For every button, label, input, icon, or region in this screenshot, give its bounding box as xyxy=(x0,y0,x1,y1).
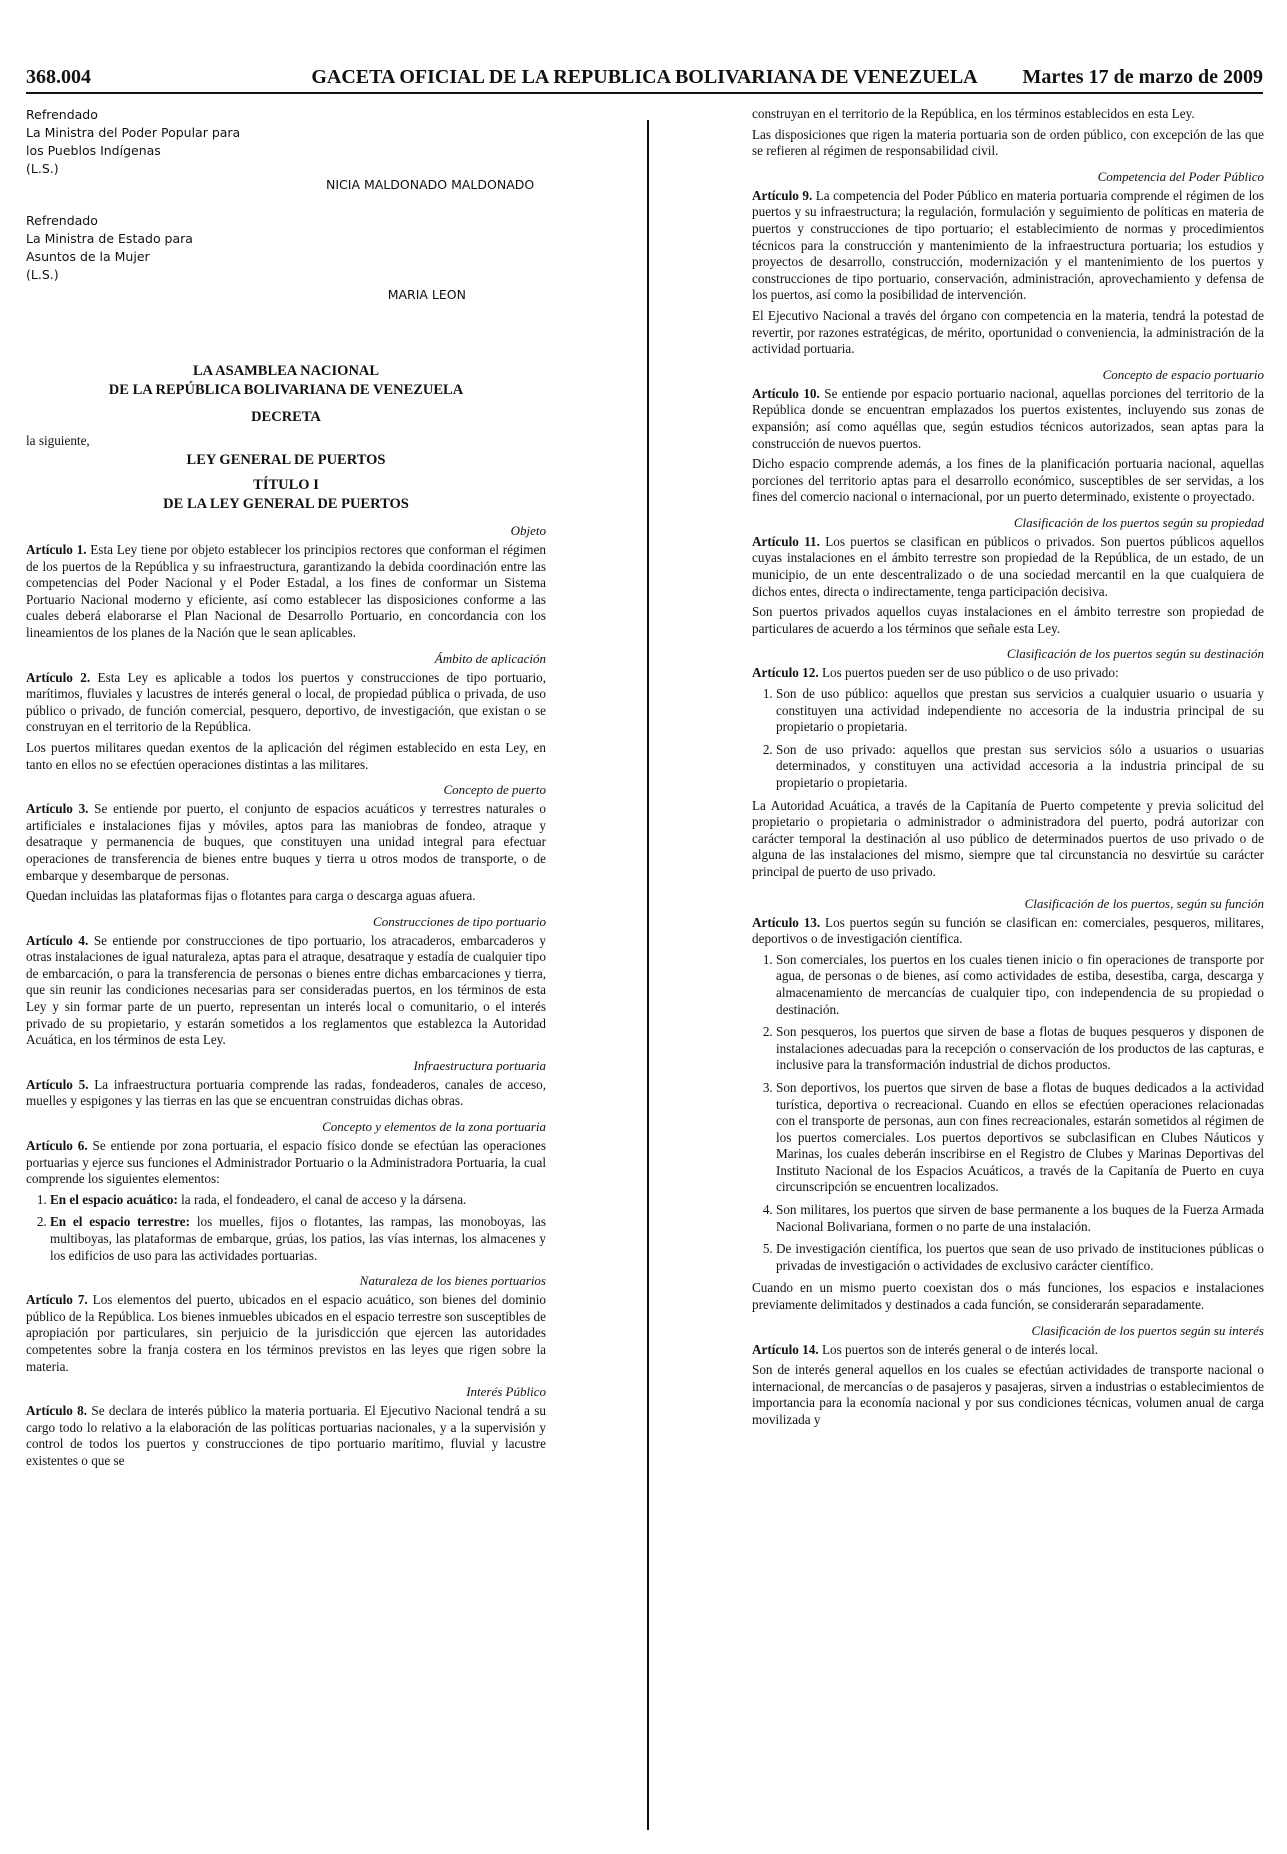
issue-date: Martes 17 de marzo de 2009 xyxy=(1022,66,1263,88)
assembly-heading-2: DE LA REPÚBLICA BOLIVARIANA DE VENEZUELA xyxy=(108,382,464,398)
section-heading: Clasificación de los puertos según su propiedad xyxy=(1013,514,1264,530)
endorsement-line: Asuntos de la Mujer xyxy=(26,249,150,264)
article-2-paragraph: Los puertos militares quedan exentos de la aplicación del régimen establecido en esta Ley, en tanto en ellos no se efectúen operaciones distintas a las militares. xyxy=(26,739,546,772)
list-item: 1. Son comerciales, los puertos en los cuales tienen inicio o fin operaciones de transporte por agua, de personas o de bienes, así como actividades de estiba, desestiba, carga, descarga y almacenamiento de mercancías de cualquier tipo, con independencia de su propiedad o destinación. xyxy=(776,952,1264,1018)
column-divider xyxy=(647,120,649,1830)
article-3-paragraph: Quedan incluidas las plataformas fijas o flotantes para carga o descarga aguas afuera. xyxy=(26,888,476,904)
article-3: Artículo 3. Se entiende por puerto, el conjunto de espacios acuáticos y terrestres naturales o artificiales e instalaciones fijas y móviles, aptos para las maniobras de fondeo, atraque y desatraque y permanencia de buques, que constituyen una unidad integral para efectuar operaciones de transferencia de bienes entre buques y tierra u otros modos de transporte, o de embarque y desembarque de personas. xyxy=(26,801,546,883)
list-item: 2. Son pesqueros, los puertos que sirven de base a flotas de buques pesqueros y disponen de instalaciones adecuadas para la recepción o conservación de los productos de las capturas, e inclusive para la transformación industrial de dichos productos. xyxy=(776,1024,1264,1074)
endorsement-line: Refrendado xyxy=(26,107,98,122)
right-column xyxy=(752,106,1264,1433)
signature-name-1: NICIA MALDONADO MALDONADO xyxy=(326,177,535,192)
article-10-paragraph: Dicho espacio comprende además, a los fines de la planificación portuaria nacional, aquellas porciones del territorio aptas para el desarrollo económico, susceptibles de ser servidas, a los fines del comercio nacional o internacional, por un puerto determinado, existente o proyectado. xyxy=(752,456,1264,505)
article-6: Artículo 6. Se entiende por zona portuaria, el espacio físico donde se efectúan las operaciones portuarias y ejerce sus funciones el Administrador Portuario o la Administradora Portuaria, la cual comprende los siguientes elementos: xyxy=(26,1138,546,1187)
article-13-paragraph: Cuando en un mismo puerto coexistan dos o más funciones, los espacios e instalaciones previamente delimitados y destinados a cada función, se considerarán separadamente. xyxy=(752,1280,1264,1313)
gazette-title: GACETA OFICIAL DE LA REPUBLICA BOLIVARIANA DE VENEZUELA xyxy=(311,66,978,88)
decreta-heading: DECRETA xyxy=(251,409,321,425)
article-13: Artículo 13. Los puertos según su función se clasifican en: comerciales, pesqueros, militares, deportivos o de investigación científica. xyxy=(752,914,1264,947)
list-item: 1. En el espacio acuático: la rada, el fondeadero, el canal de acceso y la dársena. xyxy=(50,1192,546,1209)
article-8: Artículo 8. Se declara de interés público la materia portuaria. El Ejecutivo Nacional tendrá a su cargo todo lo relativo a la elaboración de las políticas portuarias nacionales, y a la supervisión y control de todos los puertos y construcciones de tipo portuario marítimo, fluvial y lacustre existentes o que se xyxy=(26,1403,546,1468)
endorsement-line: (L.S.) xyxy=(26,267,59,282)
article-12-paragraph: La Autoridad Acuática, a través de la Capitanía de Puerto competente y previa solicitud del propietario o propietaria o administrador o administradora del puerto, podrá autorizar con carácter temporal la destinación al uso público de determinados puertos de uso privado o de alguna de las instalaciones del mismo, siempre que tal circunstancia no desvirtúe su carácter principal de puerto de uso privado. xyxy=(752,797,1264,879)
article-14: Artículo 14. Los puertos son de interés general o de interés local. xyxy=(752,1341,1099,1357)
list-item: 1. Son de uso público: aquellos que prestan sus servicios a cualquier usuario o usuaria y constituyen una actividad independiente no accesoria de la industria principal de su propietario o propietaria. xyxy=(776,686,1264,736)
section-heading: Objeto xyxy=(510,523,546,538)
section-heading: Ámbito de aplicación xyxy=(434,650,546,666)
article-12-list xyxy=(752,686,1264,792)
endorsement-block-2 xyxy=(26,212,546,284)
article-6-list xyxy=(26,1192,546,1264)
article-5: Artículo 5. La infraestructura portuaria comprende las radas, fondeaderos, canales de acceso, muelles y espigones y las tierras en las que se encuentran construidas dichas obras. xyxy=(26,1076,546,1109)
list-item: 2. En el espacio terrestre: los muelles, fijos o flotantes, las rampas, las monoboyas, las multiboyas, las plataformas de embarque, grúas, los patios, las vías internas, los almacenes y los edificios de uso para las actividades portuarias. xyxy=(50,1214,546,1264)
article-14-paragraph: Son de interés general aquellos en los cuales se efectúan actividades de transporte nacional o internacional, de mercancías o de pasajeros y pasajeras, sirven a industrias o establecimientos de importancia para la economía nacional y por sus condiciones técnicas, volumen anual de carga movilizada y xyxy=(752,1362,1264,1427)
article-12: Artículo 12. Los puertos pueden ser de uso público o de uso privado: xyxy=(752,665,1119,681)
article-13-list xyxy=(752,952,1264,1275)
endorsement-line: La Ministra del Poder Popular para xyxy=(26,125,241,140)
page-header xyxy=(26,66,1263,94)
section-heading: Clasificación de los puertos según su destinación xyxy=(1006,646,1264,662)
article-8-paragraph: Las disposiciones que rigen la materia portuaria son de orden público, con excepción de las que se refieren al régimen de responsabilidad civil. xyxy=(752,126,1264,159)
endorsement-line: los Pueblos Indígenas xyxy=(26,143,161,158)
section-heading: Interés Público xyxy=(466,1384,546,1400)
article-11-paragraph: Son puertos privados aquellos cuyas instalaciones en el ámbito terrestre son propiedad de particulares de acuerdo a los términos que señale esta Ley. xyxy=(752,604,1264,636)
article-4: Artículo 4. Se entiende por construcciones de tipo portuario, los atracaderos, embarcaderos y otras instalaciones de igual naturaleza, aptas para el atraque, desatraque y estadía de cualquier tipo de embarcación, o para la transferencia de personas o bienes entre dichas embarcaciones y tierra, que sin reunir las condiciones necesarias para ser consideradas puertos, en los términos de esta Ley y sin formar parte de un puerto, representan un interés local o comunitario, o el interés privado de su propietario, y estarán sometidos a los reglamentos que establezca la Autoridad Acuática, en los términos de esta Ley. xyxy=(26,932,546,1048)
section-heading: Concepto y elementos de la zona portuaria xyxy=(322,1119,546,1135)
intro-text: la siguiente, xyxy=(26,433,90,448)
list-item: 3. Son deportivos, los puertos que sirven de base a flotas de buques dedicados a la actividad turística, deportiva o recreacional. Cuando en ellos se efectúen operaciones relacionadas con el transporte de personas, aun con fines recreacionales, estarán sometidos al régimen de los puertos comerciales. Los puertos deportivos se subclasifican en Clubes Náuticos y Marinas, los cuales deberán inscribirse en el Registro de Clubes y Marinas Deportivas del Instituto Nacional de los Espacios Acuáticos, a través de la Capitanía de Puerto en cuya circunscripción se encuentren localizados. xyxy=(776,1080,1264,1196)
article-2: Artículo 2. Esta Ley es aplicable a todos los puertos y construcciones de tipo portuario, marítimos, fluviales y lacustres de interés general o local, de propiedad pública o privada, de uso público o privado, de función comercial, pesquero, deportivo, de investigación, que existan o se construyan en el territorio de la República. xyxy=(26,669,547,735)
article-10: Artículo 10. Se entiende por espacio portuario nacional, aquellas porciones del territorio de la República donde se encuentran emplazados los puertos existentes, incluyendo sus zonas de expansión; así como aquéllas que, según estudios técnicos autorizados, sean aptas para la construcción de nuevos puertos. xyxy=(752,385,1264,451)
section-heading: Concepto de espacio portuario xyxy=(1102,366,1264,382)
assembly-heading: LA ASAMBLEA NACIONAL xyxy=(192,363,380,379)
article-9-paragraph: El Ejecutivo Nacional a través del órgano con competencia en la materia, tendrá la potestad de revertir, por razones estratégicas, de mérito, oportunidad o conveniencia, la administración de la actividad portuaria. xyxy=(752,307,1264,357)
law-title: LEY GENERAL DE PUERTOS xyxy=(186,452,386,468)
page-number: 368.004 xyxy=(26,66,91,88)
section-heading: Clasificación de los puertos, según su función xyxy=(1024,895,1264,911)
endorsement-line: La Ministra de Estado para xyxy=(26,231,193,246)
signature-name-2: MARIA LEON xyxy=(387,287,466,302)
section-heading: Infraestructura portuaria xyxy=(413,1057,546,1073)
section-heading: Clasificación de los puertos según su interés xyxy=(1031,1322,1264,1338)
list-item: 2. Son de uso privado: aquellos que prestan sus servicios sólo a usuarios o usuarias determinados, y constituyen una actividad accesoria a la industria principal de su propietario o propietaria. xyxy=(776,742,1264,792)
section-heading: Concepto de puerto xyxy=(443,782,546,798)
article-9: Artículo 9. La competencia del Poder Público en materia portuaria comprende el régimen de los puertos y su infraestructura; la regulación, formulación y seguimiento de políticas en materia de puertos y construcciones de tipo portuario; el establecimiento de normas y procedimientos técnicos para la construcción y mantenimiento de la infraestructura portuaria; los estudios y proyectos de desarrollo, construcción, modernización y el mantenimiento de los puertos y construcciones de tipo portuario, conservación, administración, aprovechamiento y defensa de los puertos, así como la posibilidad de intervención. xyxy=(752,187,1264,303)
title-number: TÍTULO I xyxy=(253,477,319,493)
left-column xyxy=(26,106,546,1474)
endorsement-block-1 xyxy=(26,106,546,178)
article-1: Artículo 1. Esta Ley tiene por objeto establecer los principios rectores que conforman el régimen de los puertos de la República y su infraestructura, garantizando la debida coordinación entre las competencias del Poder Nacional y el Poder Estadal, a los fines de conformar un Sistema Portuario Nacional moderno y eficiente, así como establecer las disposiciones conforme a las cuales deberá elaborarse el Plan Nacional de Desarrollo Portuario, en concordancia con los lineamientos de los planes de la Nación que le sean aplicables. xyxy=(26,542,546,640)
endorsement-line: Refrendado xyxy=(26,213,98,228)
section-heading: Naturaleza de los bienes portuarios xyxy=(359,1273,546,1289)
section-heading: Construcciones de tipo portuario xyxy=(373,913,546,929)
endorsement-line: (L.S.) xyxy=(26,161,59,176)
article-7: Artículo 7. Los elementos del puerto, ubicados en el espacio acuático, son bienes del dominio público de la República. Los bienes inmuebles ubicados en el espacio terrestre son susceptibles de apropiación por particulares, sin perjuicio de la jurisdicción que ejercen las autoridades competentes sobre la franja costera en los términos previstos en las leyes que rigen sobre la materia. xyxy=(26,1292,546,1374)
list-item: 4. Son militares, los puertos que sirven de base permanente a los buques de la Fuerza Armada Nacional Bolivariana, formen o no parte de una instalación. xyxy=(776,1202,1264,1235)
title-name: DE LA LEY GENERAL DE PUERTOS xyxy=(163,496,409,512)
article-11: Artículo 11. Los puertos se clasifican en públicos o privados. Son puertos públicos aquellos cuyas instalaciones en el ámbito terrestre son propiedad de la República, de un estado, de un municipio, de un ente descentralizado o de una sociedad mercantil en la que cualquiera de dichos entes, directa o indirectamente, tenga participación decisiva. xyxy=(752,533,1264,599)
list-item: 5. De investigación científica, los puertos que sean de uso privado de instituciones públicas o privadas de investigación o actividades de exclusivo carácter científico. xyxy=(776,1241,1264,1274)
section-heading: Competencia del Poder Público xyxy=(1097,168,1264,184)
article-8-continuation: construyan en el territorio de la República, en los términos establecidos en esta Ley. xyxy=(752,106,1195,121)
